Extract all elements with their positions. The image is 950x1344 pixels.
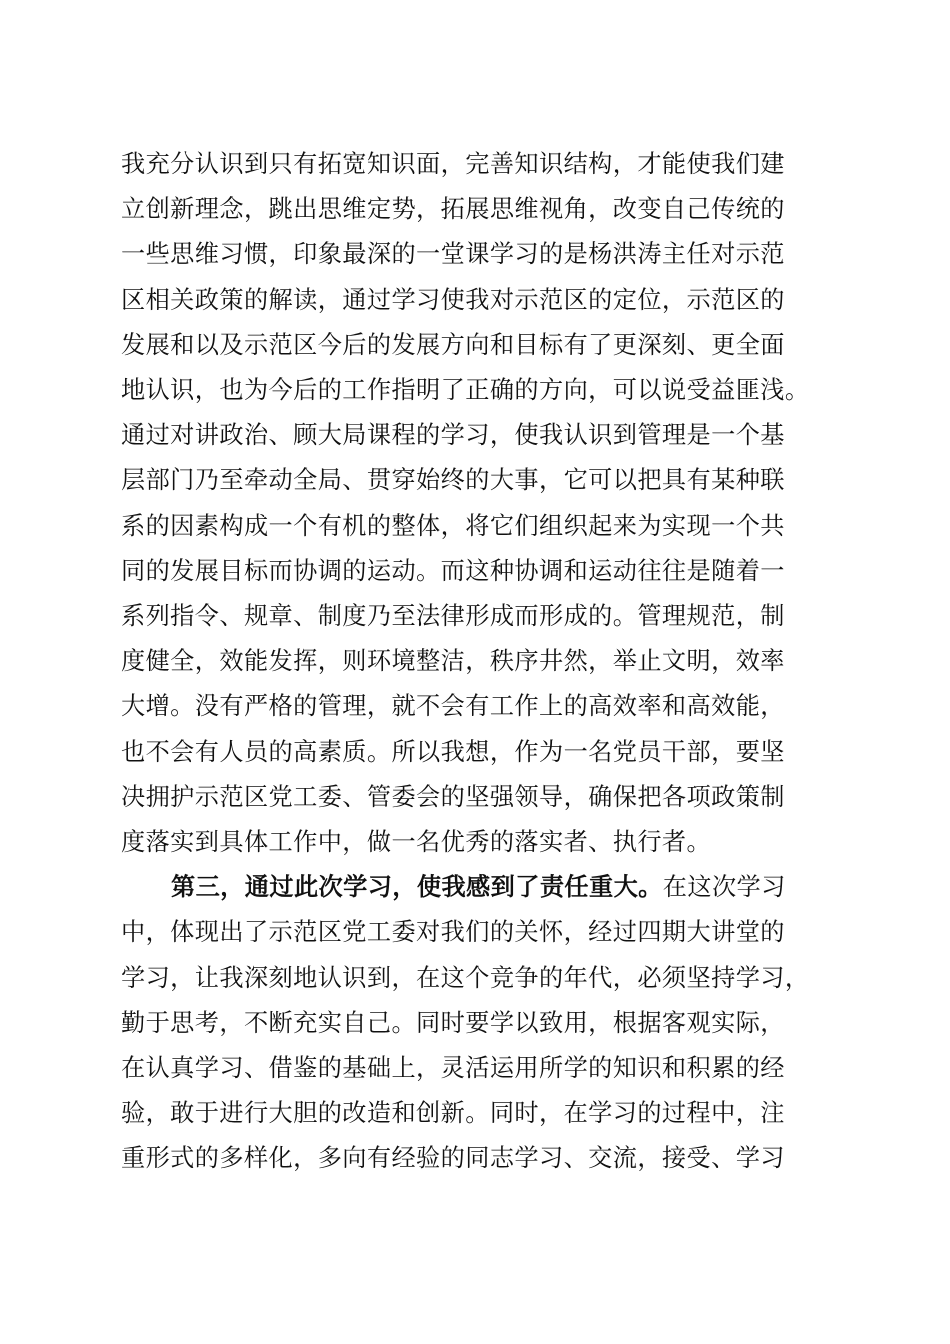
text-line: 系的因素构成一个有机的整体，将它们组织起来为实现一个共 [121,511,785,540]
text-line: 度健全，效能发挥，则环境整洁，秩序井然，举止文明，效率 [121,647,785,676]
text-line: 验，敢于进行大胆的改造和创新。同时，在学习的过程中，注 [121,1099,785,1128]
text-line: 学习，让我深刻地认识到，在这个竞争的年代，必须坚持学习， [121,963,810,992]
text-line: 勤于思考，不断充实自己。同时要学以致用，根据客观实际， [121,1008,785,1037]
text-line: 决拥护示范区党工委、管委会的坚强领导，确保把各项政策制 [121,782,785,811]
paragraph-3-first-line [171,867,786,907]
text-line: 我充分认识到只有拓宽知识面，完善知识结构，才能使我们建 [121,150,785,178]
text-line: 地认识，也为今后的工作指明了正确的方向，可以说受益匪浅。 [121,376,810,404]
text-line: 层部门乃至牵动全局、贯穿始终的大事，它可以把具有某种联 [121,466,785,495]
paragraph-3-heading: 第三，通过此次学习，使我感到了责任重大。 [171,872,663,902]
text-line: 中，体现出了示范区党工委对我们的关怀，经过四期大讲堂的 [121,918,785,947]
text-line: 大增。没有严格的管理，就不会有工作上的高效率和高效能， [121,692,785,721]
text-line: 发展和以及示范区今后的发展方向和目标有了更深刻、更全面 [121,330,785,359]
text-line: 在认真学习、借鉴的基础上，灵活运用所学的知识和积累的经 [121,1054,785,1082]
text-line: 系列指令、规章、制度乃至法律形成而形成的。管理规范，制 [121,602,785,630]
text-line: 通过对讲政治、顾大局课程的学习，使我认识到管理是一个基 [121,421,785,450]
paragraph-3-first-rest: 在这次学习 [662,873,786,902]
text-line: 也不会有人员的高素质。所以我想，作为一名党员干部，要坚 [121,737,785,766]
text-line: 同的发展目标而协调的运动。而这种协调和运动往往是随着一 [121,556,785,585]
text-line: 区相关政策的解读，通过学习使我对示范区的定位，示范区的 [121,285,785,314]
text-line: 立创新理念，跳出思维定势，拓展思维视角，改变自己传统的 [121,195,785,224]
text-line: 重形式的多样化，多向有经验的同志学习、交流，接受、学习 [121,1144,785,1173]
text-line: 度落实到具体工作中，做一名优秀的落实者、执行者。 [121,828,712,856]
text-line: 一些思维习惯，印象最深的一堂课学习的是杨洪涛主任对示范 [121,240,785,269]
